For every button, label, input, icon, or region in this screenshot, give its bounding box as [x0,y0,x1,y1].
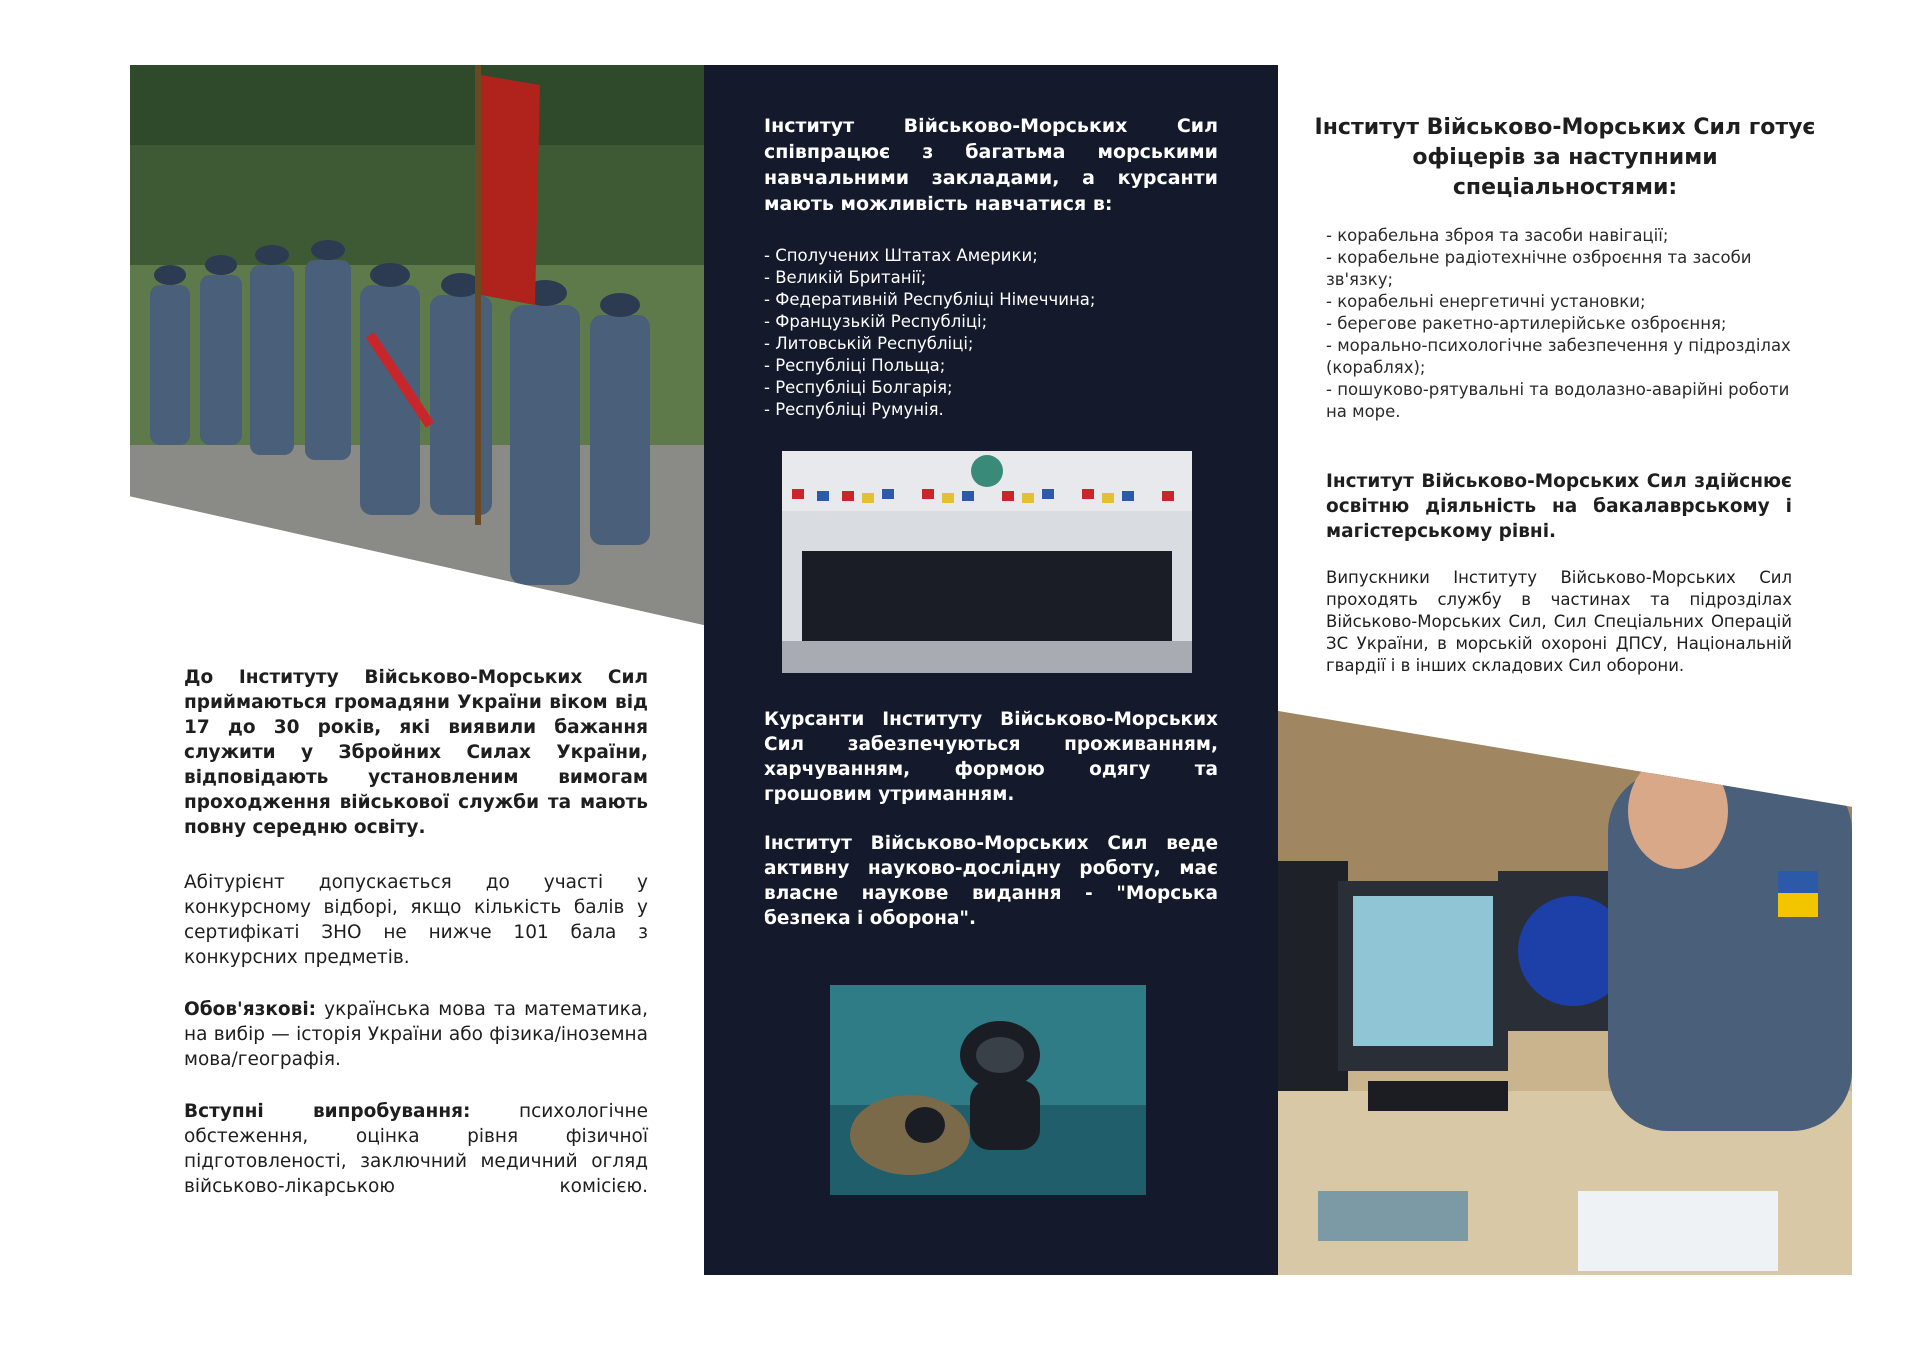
list-item: - Республіці Румунія. [764,400,944,419]
right-panel [1278,65,1852,1275]
cadets-group-photo [782,451,1192,673]
support-text: Курсанти Інституту Військово-Морських Сил забезпечуються проживанням, харчуванням, формою одягу та грошовим утриманням. [764,709,1218,805]
mandatory-label: Обов'язкові: [184,999,317,1020]
research-text: Інститут Військово-Морських Сил веде активну науково-дослідну роботу, має власне наукове видання - "Морська безпека і оборона". [764,833,1218,929]
list-item: - Республіці Польща; [764,356,946,375]
list-item: - Французькій Республіці; [764,312,988,331]
graduates-block [1326,567,1792,677]
list-item: - берегове ракетно-артилерійське озброєння; [1326,314,1727,333]
mandatory-text: українська мова та математика, на вибір — історія України або фізика/іноземна мова/географія. [184,999,648,1070]
admission-text: До Інституту Військово-Морських Сил приймаються громадяни України віком від 17 до 30 років, які виявили бажання служити у Збройних Силах України, відповідають установленим вимогам проходження військової служби та мають повну середню освіту. [184,667,648,838]
officer-at-navigation-console-photo [1278,711,1852,1275]
mandatory-subjects [184,997,648,1072]
list-item: - Республіці Болгарія; [764,378,953,397]
support-block [764,707,1218,807]
entrance-exams [184,1099,648,1199]
admission-requirements [184,665,648,840]
cooperation-block [764,113,1218,217]
exams-text: психологічне обстеження, оцінка рівня фізичної підготовленості, заключний медичний огляд військово-лікарською комісією. [184,1101,648,1197]
specialties-list [1326,225,1792,423]
list-item: - корабельне радіотехнічне озброєння та засоби зв'язку; [1326,248,1752,289]
divers-photo [830,985,1146,1195]
research-block [764,831,1218,931]
marching-cadets-photo [130,65,704,625]
education-block [1326,469,1792,544]
exams-label: Вступні випробування: [184,1101,471,1122]
list-item: - Сполучених Штатах Америки; [764,246,1038,265]
cooperation-text: Інститут Військово-Морських Сил співпрацює з багатьма морськими навчальними закладами, а курсанти мають можливість навчатися в: [764,115,1218,215]
zno-requirements [184,870,648,970]
zno-text: Абітурієнт допускається до участі у конкурсному відборі, якщо кількість балів у сертифікаті ЗНО не нижче 101 бала з конкурсних предметів. [184,872,648,968]
list-item: - Федеративній Республіці Німеччина; [764,290,1096,309]
list-item: - Литовській Республіці; [764,334,974,353]
list-item: - морально-психологічне забезпечення у підрозділах (кораблях); [1326,336,1791,377]
education-text: Інститут Військово-Морських Сил здійснює освітню діяльність на бакалаврському і магістерському рівні. [1326,471,1792,542]
specialties-title: Інститут Військово-Морських Сил готує офіцерів за наступними спеціальностями: [1314,115,1816,200]
countries-list [764,245,1218,421]
list-item: - Великій Британії; [764,268,927,287]
left-panel [130,65,704,1275]
list-item: - корабельна зброя та засоби навігації; [1326,226,1669,245]
middle-panel [704,65,1278,1275]
list-item: - пошуково-рятувальні та водолазно-аварійні роботи на море. [1326,380,1790,421]
list-item: - корабельні енергетичні установки; [1326,292,1646,311]
graduates-text: Випускники Інституту Військово-Морських Сил проходять службу в частинах та підрозділах Військово-Морських Сил, Сил Спеціальних Операцій ЗС України, в морській охороні ДПСУ, Національній гвардії і в інших складових Сил оборони. [1326,568,1792,675]
